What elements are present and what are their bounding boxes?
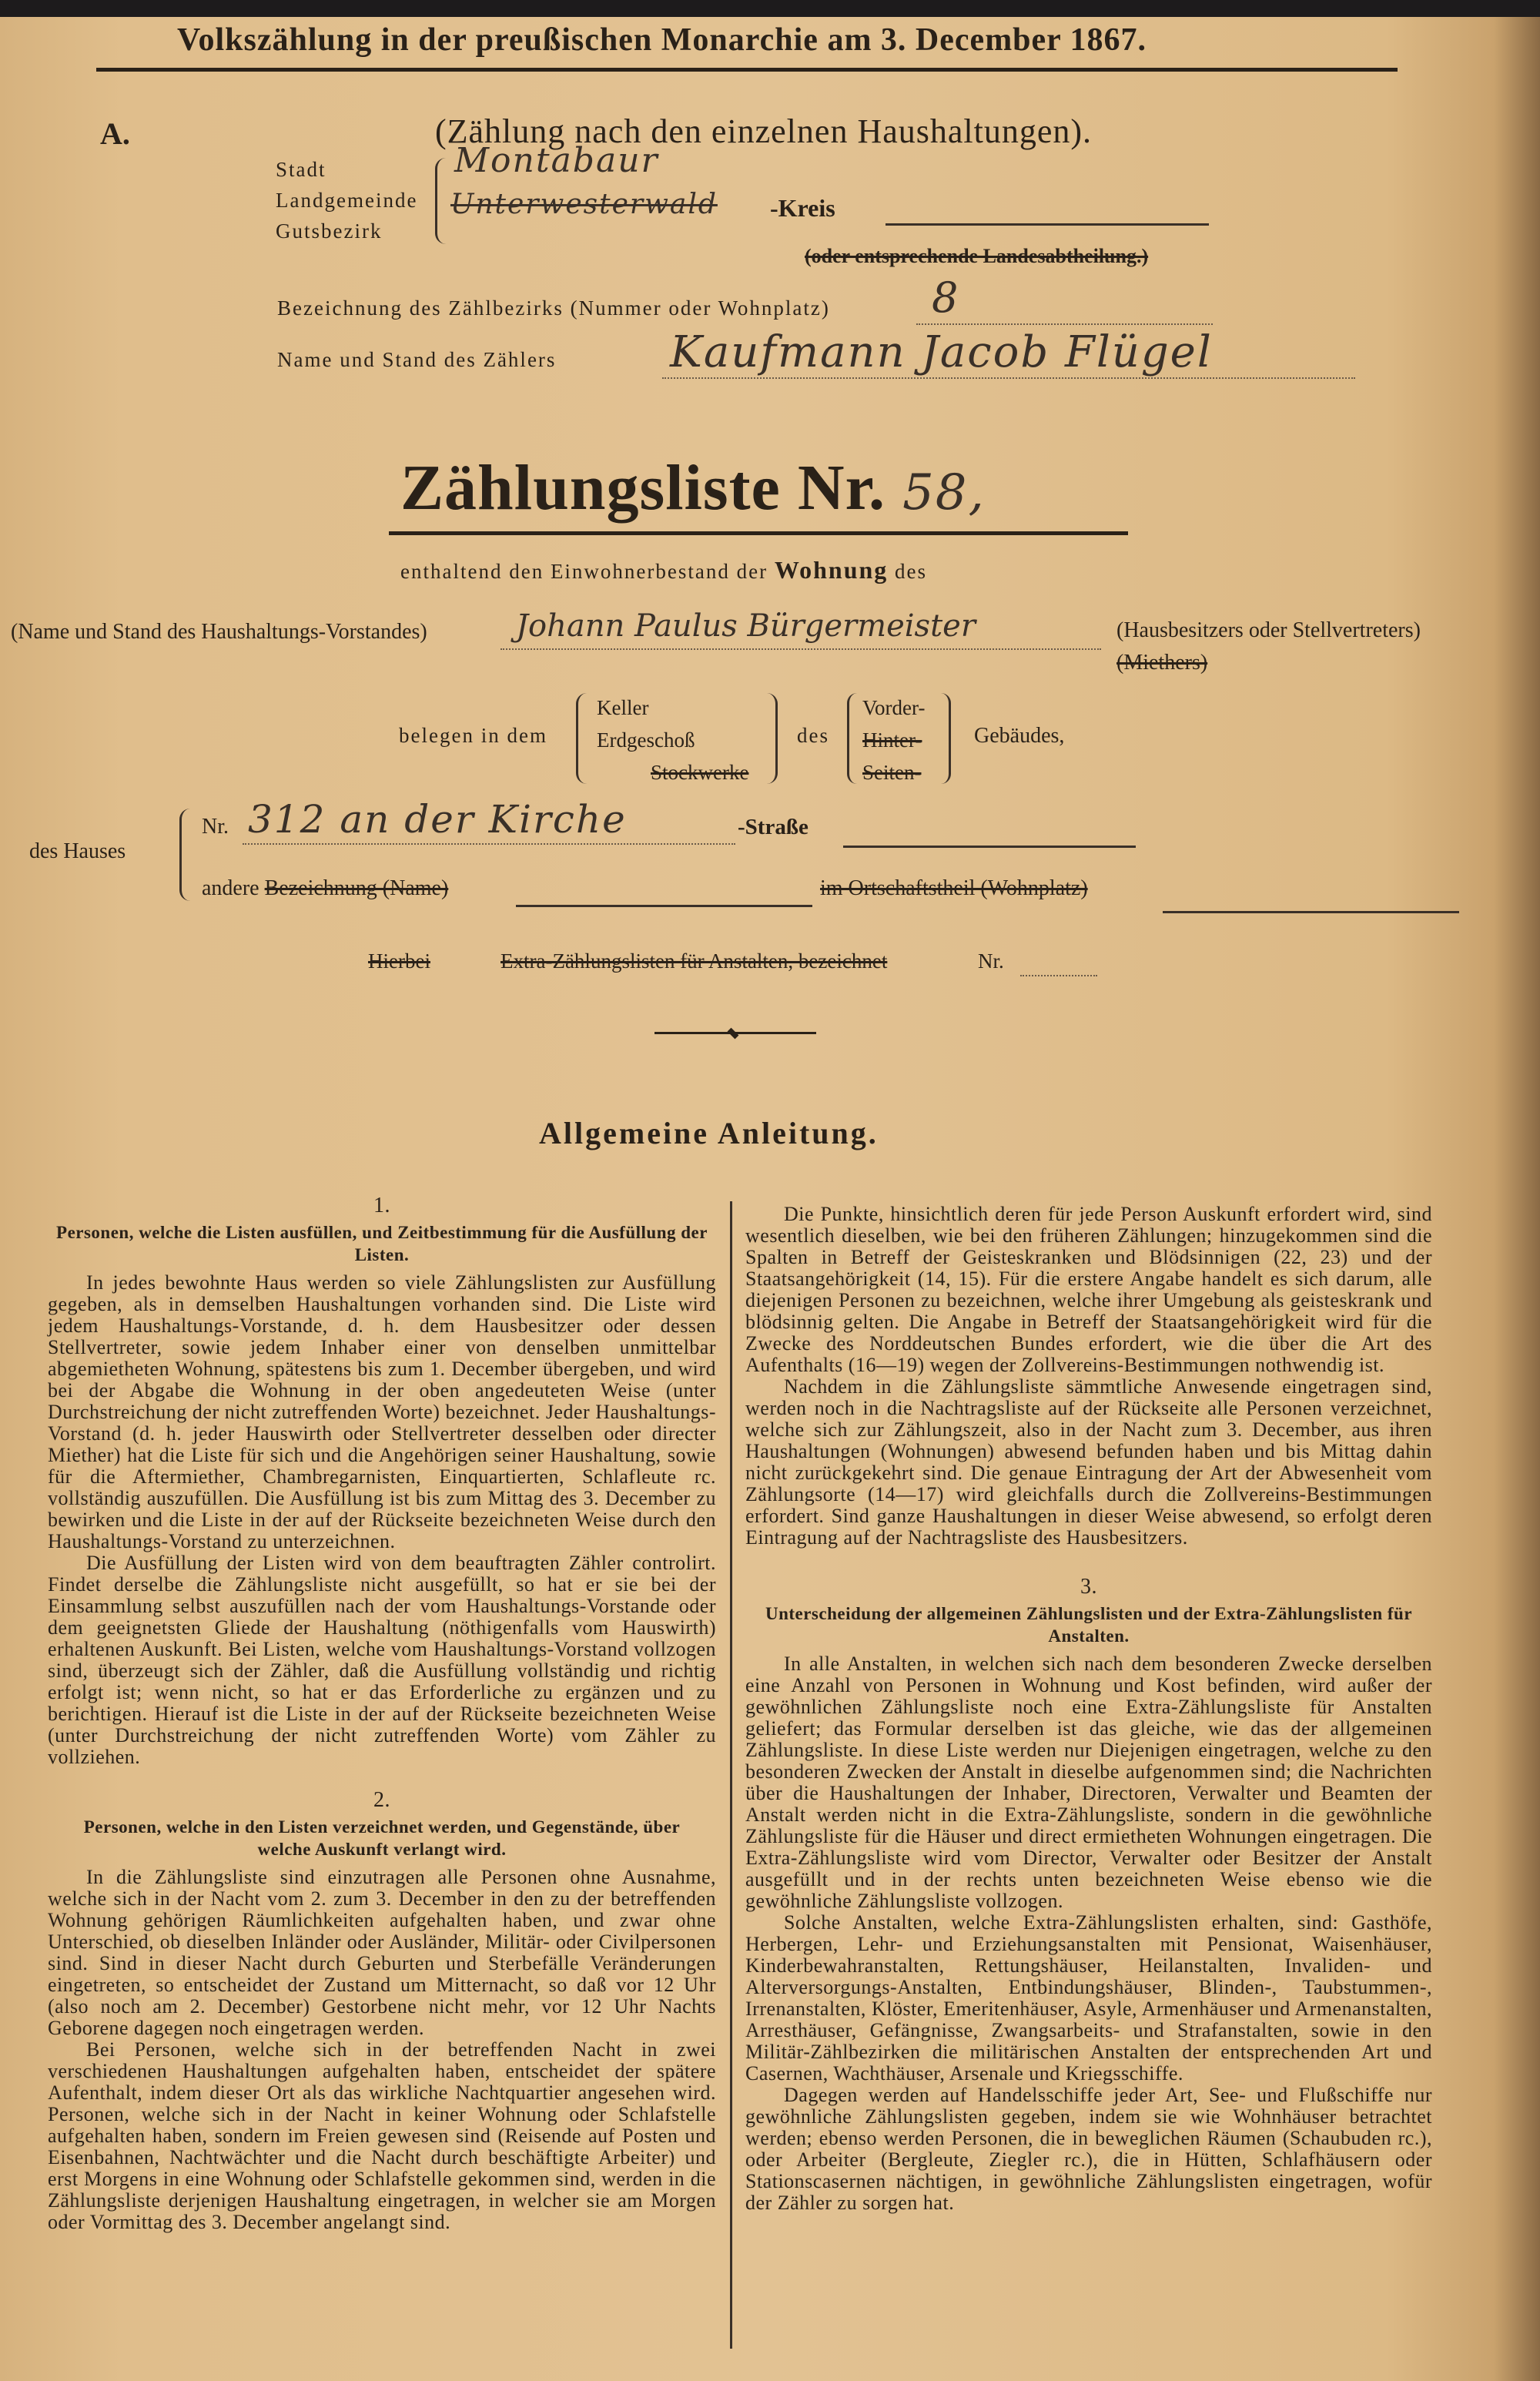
section-1-paragraph: In jedes bewohnte Haus werden so viele Zählungslisten zur Ausfüllung gegeben, als in demselben Haushaltungen vorhanden sind. Die Liste wird jedem Haushaltungs-Vorstande, d. h. dem Hausbesitzer oder dessen Stellvertreter, sowie jedem Inhaber einer von denselben unmittelbar abgemietheten Wohnung, spätestens bis zum 1. December übergeben, und wird bei der Abgabe die Wohnung in der oben angedeuteten Weise (unter Durchstreichung der nicht zutreffenden Worte) bezeichnet. Jeder Haushaltungs-Vorstand (d. h. jeder Hauswirth oder Stellvertreter desselben oder directer Miether) hat die Liste für sich und die Angehörigen seiner Haushaltung, sowie für die Aftermiether, Chambregarnisten, Einquartierten, Schlafleute rc. vollständig auszufüllen. Die Ausfüllung ist bis zum Mittag des 3. December zu bewirken und die Liste in der auf der Rückseite bezeichneten Weise durch den Haushaltungs-Vorstand zu unterzeichnen. <box>48 1271 716 1552</box>
column-divider <box>730 1201 732 2349</box>
label-gutsbezirk: Gutsbezirk <box>276 219 383 243</box>
floor-keller: Keller <box>597 696 649 719</box>
section-3-paragraph: Dagegen werden auf Handelsschiffe jeder Art, See- und Flußschiffe nur gewöhnliche Zählungslisten gegeben, indem sie wie Wohnhäuser betrachtet werden; ebenso werden Personen, die in beweglichen Räumen (Schaubuden rc.), oder Arbeiter (Bergleute, Ziegler rc.), die in Hütten, Schlafhäusern oder Stationscasernen nächtigen, in gewöhnliche Zählungslisten eingetragen, wofür der Zähler zu sorgen hat. <box>745 2084 1432 2214</box>
extra-nr-line <box>1020 975 1097 976</box>
side-brace-left <box>847 693 857 784</box>
section-2-heading: Personen, welche in den Listen verzeichnet werden, und Gegenstände, über welche Auskunft verlangt wird. <box>83 1817 681 1859</box>
floor-options <box>597 692 748 789</box>
extra-lists-text: Extra-Zählungslisten für Anstalten, bezeichnet <box>500 949 888 973</box>
district-line <box>916 323 1213 325</box>
house-other <box>202 876 448 901</box>
instructions-title: Allgemeine Anleitung. <box>539 1116 879 1150</box>
form-letter: A. <box>100 116 130 151</box>
list-heading <box>400 450 986 525</box>
title-rule <box>96 68 1398 72</box>
side-vorder: Vorder- <box>862 696 926 719</box>
list-number: 58, <box>902 464 986 521</box>
role-owner: (Hausbesitzers oder Stellvertreters) <box>1116 618 1421 642</box>
district-part: im Ortschaftstheil (Wohnplatz) <box>820 876 1088 900</box>
side-hinter: Hinter- <box>862 728 922 752</box>
other-designation: Bezeichnung (Name) <box>264 876 449 900</box>
side-seiten: Seiten- <box>862 761 922 784</box>
list-title-underline <box>389 531 1128 535</box>
label-landgemeinde: Landgemeinde <box>276 189 418 212</box>
section-3-paragraph: In alle Anstalten, in welchen sich nach dem besonderen Zwecke derselben eine Anzahl von Personen in Wohnung und Kost befinden, wird außer der gewöhnlichen Zählungsliste noch eine Extra-Zählungsliste für Anstalten geliefert; das Formular derselben ist das gleiche, wie das der allgemeinen Zählungsliste. In diese Liste werden nur Diejenigen eingetragen, welche zu den besonderen Zwecken der Anstalt in dieselbe aufgenommen sind; die Nachrichten über die Haushaltungen der Inhaber, Directoren, Verwalter und Beamten der Anstalt werden nicht in die Extra-Zählungsliste, sondern in die gewöhnliche Zählungsliste für die Häuser und direct ermietheten Wohnungen eingetragen. Die Extra-Zählungsliste wird vom Director, Verwalter oder Besitzer der Anstalt ausgefüllt und in der rechts unten bezeichneten Weise ebenso wie die gewöhnliche Zählungsliste vollzogen. <box>745 1653 1432 1912</box>
floor-brace-left <box>576 693 588 784</box>
dwelling-intro <box>400 556 927 584</box>
house-brace <box>179 809 192 901</box>
location-brace <box>435 158 448 244</box>
des-label: des <box>797 724 829 747</box>
enumerator-value: Kaufmann Jacob Flügel <box>670 327 1213 377</box>
extra-nr: Nr. <box>978 949 1004 973</box>
section-1-number: 1. <box>373 1194 390 1217</box>
house-label: des Hauses <box>29 839 126 863</box>
label-stadt: Stadt <box>276 158 326 181</box>
document-title: Volkszählung in der preußischen Monarchie am 3. December 1867. <box>177 22 1147 58</box>
district-value: 8 <box>932 273 960 322</box>
section-3-heading: Unterscheidung der allgemeinen Zählungslisten und der Extra-Zählungslisten für Anstalten. <box>765 1604 1413 1646</box>
dwelling-intro-bold: Wohnung <box>774 556 889 584</box>
head-line <box>500 648 1101 650</box>
head-label: (Name und Stand des Haushaltungs-Vorstandes) <box>11 620 427 644</box>
street-line <box>843 846 1136 848</box>
other-label: andere <box>202 876 259 900</box>
section-3-paragraph: Solche Anstalten, welche Extra-Zählungslisten erhalten, sind: Gasthöfe, Herbergen, Lehr- und Erziehungsanstalten mit Pensionat, Waisenhäuser, Kinderbewahranstalten, Rettungshäuser, Heilanstalten, Invaliden- und Alterversorgungs-Anstalten, Entbindungshäuser, Blinden-, Taubstummen-, Irrenanstalten, Klöster, Emeritenhäuser, Asyle, Armenhäuser und Armenanstalten, Arresthäuser, Gefängnisse, Zwangsarbeits- und Strafanstalten, sowie in den Militär-Zählbezirken die militärischen Anstalten der entsprechenden Art und Casernen, Wachthäuser, Arsenale und Kriegsschiffe. <box>745 1911 1432 2085</box>
form-subtitle: (Zählung nach den einzelnen Haushaltungen). <box>435 112 1093 150</box>
ornament-diamond-icon <box>728 1028 739 1040</box>
place-handwritten: Montabaur <box>454 141 659 180</box>
kreis-line <box>886 223 1209 226</box>
kreis-note: (oder entsprechende Landesabtheilung.) <box>805 245 1149 267</box>
located-label: belegen in dem <box>399 724 547 747</box>
scan-border <box>0 0 1540 17</box>
side-options <box>862 692 925 789</box>
section-2-paragraph: In die Zählungsliste sind einzutragen alle Personen ohne Ausnahme, welche sich in der Nacht vom 2. zum 3. December in den zu der betreffenden Wohnung gehörigen Räumlichkeiten aufgehalten haben, und zwar ohne Unterschied, ob dieselben Inländer oder Ausländer, Militär- oder Civilpersonen sind. Sind in dieser Nacht durch Geburten und Sterbefälle Veränderungen eingetreten, so entscheidet der Zustand um Mitternacht, so daß vor 12 Uhr (also noch am 2. December) Gestorbene nicht mehr, vor 12 Uhr Nachts Geborene dagegen noch eingetragen werden. <box>48 1866 716 2039</box>
kreis-label: -Kreis <box>770 194 835 222</box>
hierbei-label: Hierbei <box>368 949 430 973</box>
list-title: Zählungsliste Nr. <box>400 452 886 524</box>
other-line <box>516 905 812 907</box>
section-2-paragraph: Die Punkte, hinsichtlich deren für jede Person Auskunft erfordert wird, sind wesentlich dieselben, wie bei den früheren Zählungen; hinzugekommen sind die Spalten in Betreff der Geisteskranken und Blödsinnigen (22, 23) und der Staatsangehörigkeit (14, 15). Für die erstere Angabe handelt es sich darum, alle diejenigen Personen zu bezeichnen, welche ihrer Umgebung als geisteskrank und blödsinnig gelten. Die Angabe in Betreff der Staatsangehörigkeit wird für die Zwecke des Norddeutschen Bundes erfordert, wie die über die Art des Aufenthalts (16—19) wegen der Zollvereins-Bestimmungen nothwendig ist. <box>745 1203 1432 1376</box>
section-1-heading: Personen, welche die Listen ausfüllen, und Zeitbestimmung für die Ausfüllung der Listen. <box>56 1223 708 1264</box>
floor-stockwerke: Stockwerke <box>651 761 749 784</box>
section-1-paragraph: Die Ausfüllung der Listen wird von dem beauftragten Zähler controlirt. Findet derselbe die Zählungsliste nicht ausgefüllt, so hat er sie bei der Einsammlung selbst auszufüllen nach der vom Haushaltungs-Vorstande oder dem geeignetsten Gliede der Haushaltung (nöthigenfalls vom Hauswirth) erhaltenen Auskunft. Bei Listen, welche vom Haushaltungs-Vorstand vollzogen sind, überzeugt sich der Zähler, daß die Ausfüllung vollständig und richtig erfolgt ist; wenn nicht, so hat er das Erforderliche zu ergänzen und zu berichtigen. Hierauf ist die Liste in der auf der Rückseite bezeichneten Weise (unter Durchstreichung der nicht zutreffenden Worte) vom Zähler zu vollziehen. <box>48 1552 716 1768</box>
district-part-line <box>1163 911 1459 913</box>
kreis-handwritten: Unterwesterwald <box>450 189 718 220</box>
instructions-left-column <box>48 1186 716 2233</box>
role-tenant: (Miethers) <box>1116 651 1208 675</box>
enumerator-label: Name und Stand des Zählers <box>277 348 557 371</box>
house-nr-line <box>243 843 735 845</box>
location-labels <box>276 154 417 246</box>
enumerator-line <box>662 377 1355 379</box>
district-label: Bezeichnung des Zählbezirks (Nummer oder Wohnplatz) <box>277 296 830 320</box>
dwelling-intro-text: enthaltend den Einwohnerbestand der <box>400 560 768 583</box>
house-nr-label: Nr. <box>202 815 229 839</box>
instructions-right-column <box>745 1204 1432 2214</box>
side-brace-right <box>941 693 951 784</box>
floor-erdgeschoss: Erdgeschoß <box>597 728 695 752</box>
head-value: Johann Paulus Bürgermeister <box>516 608 976 644</box>
section-2-paragraph: Nachdem in die Zählungsliste sämmtliche Anwesende eingetragen sind, werden noch in die Nachtragsliste auf der Rückseite alle Personen verzeichnet, welche sich zur Zählungszeit, also in der Nacht zum 3. December, aus ihren Haushaltungen (Wohnungen) abwesend befunden haben und bis Mittag dahin nicht zurückgekehrt sind. Die genaue Eintragung der Art der Abwesenheit vom Zählungsorte (14—17) wird gleichfalls durch die Zollvereins-Bestimmungen erfordert. Sind ganze Haushaltungen in dieser Weise abwesend, so erfolgt deren Eintragung auf der Nachtragsliste des Hausbesitzers. <box>745 1375 1432 1549</box>
house-nr-value: 312 an der Kirche <box>248 797 627 842</box>
section-2-paragraph: Bei Personen, welche sich in der betreffenden Nacht in zwei verschiedenen Haushaltungen aufgehalten haben, entscheidet der spätere Aufenthalt, indem dieser Ort als das wirkliche Nachtquartier angesehen wird. Personen, welche sich in der Nacht in keiner Wohnung oder Schlafstelle aufgehalten haben, sondern im Freien gewesen sind (Reisende auf Posten und Eisenbahnen, Nachtwächter und die Nacht durch beschäftigte Arbeiter) und erst Morgens in eine Wohnung oder Schlafstelle gekommen sind, werden in die Zählungsliste derjenigen Haushaltung eingetragen, in welcher sie am Morgen oder Vormittag des 3. December angelangt sind. <box>48 2038 716 2233</box>
section-3-number: 3. <box>1080 1575 1097 1599</box>
section-2-number: 2. <box>373 1788 390 1812</box>
building-label: Gebäudes, <box>974 724 1065 748</box>
floor-brace-right <box>766 693 778 784</box>
street-label: -Straße <box>738 815 808 839</box>
dwelling-intro-des: des <box>895 560 928 583</box>
